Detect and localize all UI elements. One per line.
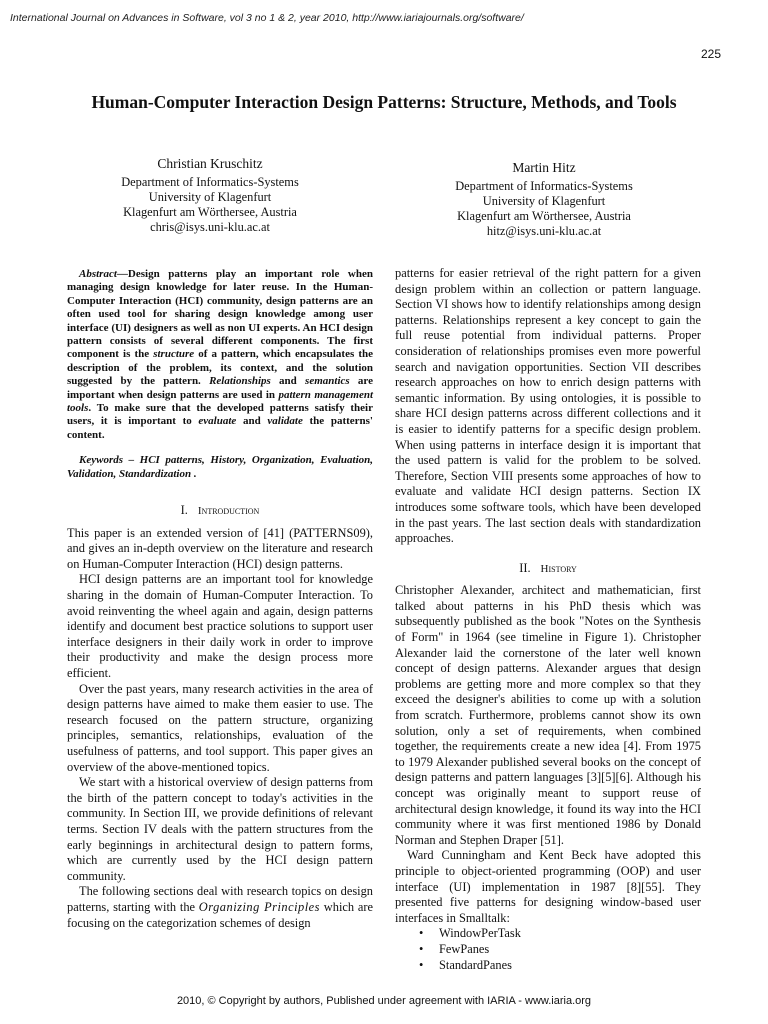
abstract-text: —Design patterns play an important role when managing design knowledge for later reuse. In the Human-Computer Interaction (HCI) community, design patterns are an often used tool for sharing design knowledge among user interface (UI) designers as well as non UI experts. An HCI design pattern consists of several different components. The first component is the bbox=[67, 268, 373, 361]
abstract-emphasis: validate bbox=[267, 415, 303, 428]
paper-title: Human-Computer Interaction Design Patterns: Structure, Methods, and Tools bbox=[91, 92, 677, 112]
right-column bbox=[395, 266, 701, 973]
paragraph-text: The following sections deal with research topics on design patterns, starting with the bbox=[67, 884, 373, 914]
author-block-2 bbox=[394, 160, 694, 239]
section-heading-introduction bbox=[67, 503, 373, 520]
author-email: hitz@isys.uni-klu.ac.at bbox=[486, 224, 602, 238]
author-dept: Department of Informatics-Systems bbox=[455, 179, 633, 193]
author-email: chris@isys.uni-klu.ac.at bbox=[150, 220, 270, 234]
section-number: I. bbox=[180, 503, 188, 518]
abstract-text: of a pattern, which encapsulates the description of the problem, its context, and the solution suggested by the pattern. bbox=[67, 348, 373, 388]
abstract-emphasis: Relationships bbox=[209, 375, 271, 388]
abstract bbox=[67, 268, 373, 442]
abstract-emphasis: semantics bbox=[305, 375, 350, 388]
author-univ: University of Klagenfurt bbox=[482, 194, 606, 208]
author-name: Christian Kruschitz bbox=[157, 156, 263, 171]
author-univ: University of Klagenfurt bbox=[148, 190, 272, 204]
keywords: Keywords – HCI patterns, History, Organization, Evaluation, Validation, Standardization . bbox=[67, 454, 373, 480]
list-item: • StandardPanes bbox=[419, 958, 701, 974]
author-name: Martin Hitz bbox=[512, 160, 576, 175]
author-city: Klagenfurt am Wörthersee, Austria bbox=[123, 205, 297, 219]
author-block-1 bbox=[60, 156, 360, 235]
abstract-text: are important when design patterns are used in bbox=[67, 375, 373, 401]
paragraph-emphasis: Organizing Principles bbox=[198, 899, 321, 914]
paragraph: We start with a historical overview of design patterns from the birth of the pattern concept to today's activities in the community. In Section III, we provide definitions of relevant terms. Section IV deals with the pattern structures from the early beginnings in architectural design to pattern forms, which are currently used by the HCI design pattern community. bbox=[67, 775, 373, 883]
section-title: History bbox=[540, 562, 577, 575]
paragraph: Christopher Alexander, architect and mathematician, first talked about patterns in his PhD thesis which was subsequently published as the book "Notes on the Synthesis of Form" in 1964 (see timeline in Figure 1). Christopher Alexander laid the cornerstone of the later well known concept of design patterns. Alexander argues that design problems are getting more and more complex so that they exceed the designer's abilities to come up with a solution from scratch. Furthermore, problems cannot show its own solution, only a set of requirements, when combined together, the requirements create a new idea [4]. From 1975 to 1979 Alexander published several books on the concept of design patterns and pattern languages [3][5][6]. Although his concept was originally meant to support reuse of architectural design knowledge, it found its way into the HCI community where it was first mentioned 1986 by Donald Norman and Stephen Draper [51]. bbox=[395, 583, 701, 847]
paragraph: Over the past years, many research activities in the area of design patterns have aimed to make them easier to use. The research focused on the pattern structure, organizing principles, semantics, relationships, evaluation of the usefulness of patterns, and tool support. This paper gives an overview of the above-mentioned topics. bbox=[67, 681, 373, 774]
section-heading-history bbox=[395, 561, 701, 578]
section-number: II. bbox=[519, 560, 531, 575]
list-item: • FewPanes bbox=[419, 942, 701, 958]
abstract-text: . To make sure that the developed patterns satisfy their users, it is important to bbox=[67, 402, 373, 428]
pattern-list bbox=[395, 926, 701, 973]
journal-header: International Journal on Advances in Software, vol 3 no 1 & 2, year 2010, http://www.iariajournals.org/software/ bbox=[10, 12, 524, 24]
author-dept: Department of Informatics-Systems bbox=[121, 175, 299, 189]
abstract-text: the patterns' content. bbox=[67, 415, 373, 441]
abstract-text: and bbox=[236, 415, 268, 428]
paragraph: This paper is an extended version of [41] (PATTERNS09), and gives an in-depth overview on the literature and research on Human-Computer Interaction (HCI) design patterns. bbox=[67, 525, 373, 571]
copyright-footer: 2010, © Copyright by authors, Published under agreement with IARIA - www.iaria.org bbox=[176, 995, 592, 1007]
list-item: • WindowPerTask bbox=[419, 926, 701, 942]
abstract-emphasis: structure bbox=[153, 348, 195, 361]
paragraph-text: which are focusing on the categorization schemes of design bbox=[67, 899, 373, 930]
abstract-label: Abstract bbox=[79, 268, 117, 280]
abstract-emphasis: pattern management tools bbox=[67, 388, 373, 415]
paragraph bbox=[67, 884, 373, 931]
paragraph: patterns for easier retrieval of the right pattern for a given design problem within an collection or pattern language. Section VI shows how to identify relationships among design patterns. Relationships represent a key concept to gain the full reuse potential from individual patterns. Proper consideration of relationships promises even more powerful search and navigation opportunities. Section VII describes research approaches on how to enrich design patterns with semantic information. By using ontologies, it is possible to share HCI design patterns across different collections and it is easier to identify patterns for a specific design problem. When using patterns in interface design it is important that the used pattern is valid for the problem to be solved. Therefore, Section VIII presents some approaches of how to evaluate and validate HCI design patterns. Section IX introduces some software tools, which have been developed in the past years. The last section deals with standardization approaches. bbox=[395, 266, 701, 546]
left-column bbox=[67, 268, 373, 931]
author-city: Klagenfurt am Wörthersee, Austria bbox=[457, 209, 631, 223]
page-number: 225 bbox=[700, 47, 721, 61]
section-title: Introduction bbox=[197, 505, 260, 518]
abstract-text: and bbox=[270, 375, 306, 388]
paragraph: HCI design patterns are an important tool for knowledge sharing in the domain of Human-Computer Interaction. To avoid reinventing the wheel again and again, design patterns identify and document best practice solutions to support user interface designers in their daily work in order to improve their productivity and make the design process more efficient. bbox=[67, 572, 373, 681]
abstract-emphasis: evaluate bbox=[198, 415, 237, 428]
paragraph: Ward Cunningham and Kent Beck have adopted this principle to object-oriented programming (OOP) and user interface (UI) implementation in 1987 [8][55]. They presented five patterns for designing window-based user interfaces in Smalltalk: bbox=[395, 848, 701, 925]
